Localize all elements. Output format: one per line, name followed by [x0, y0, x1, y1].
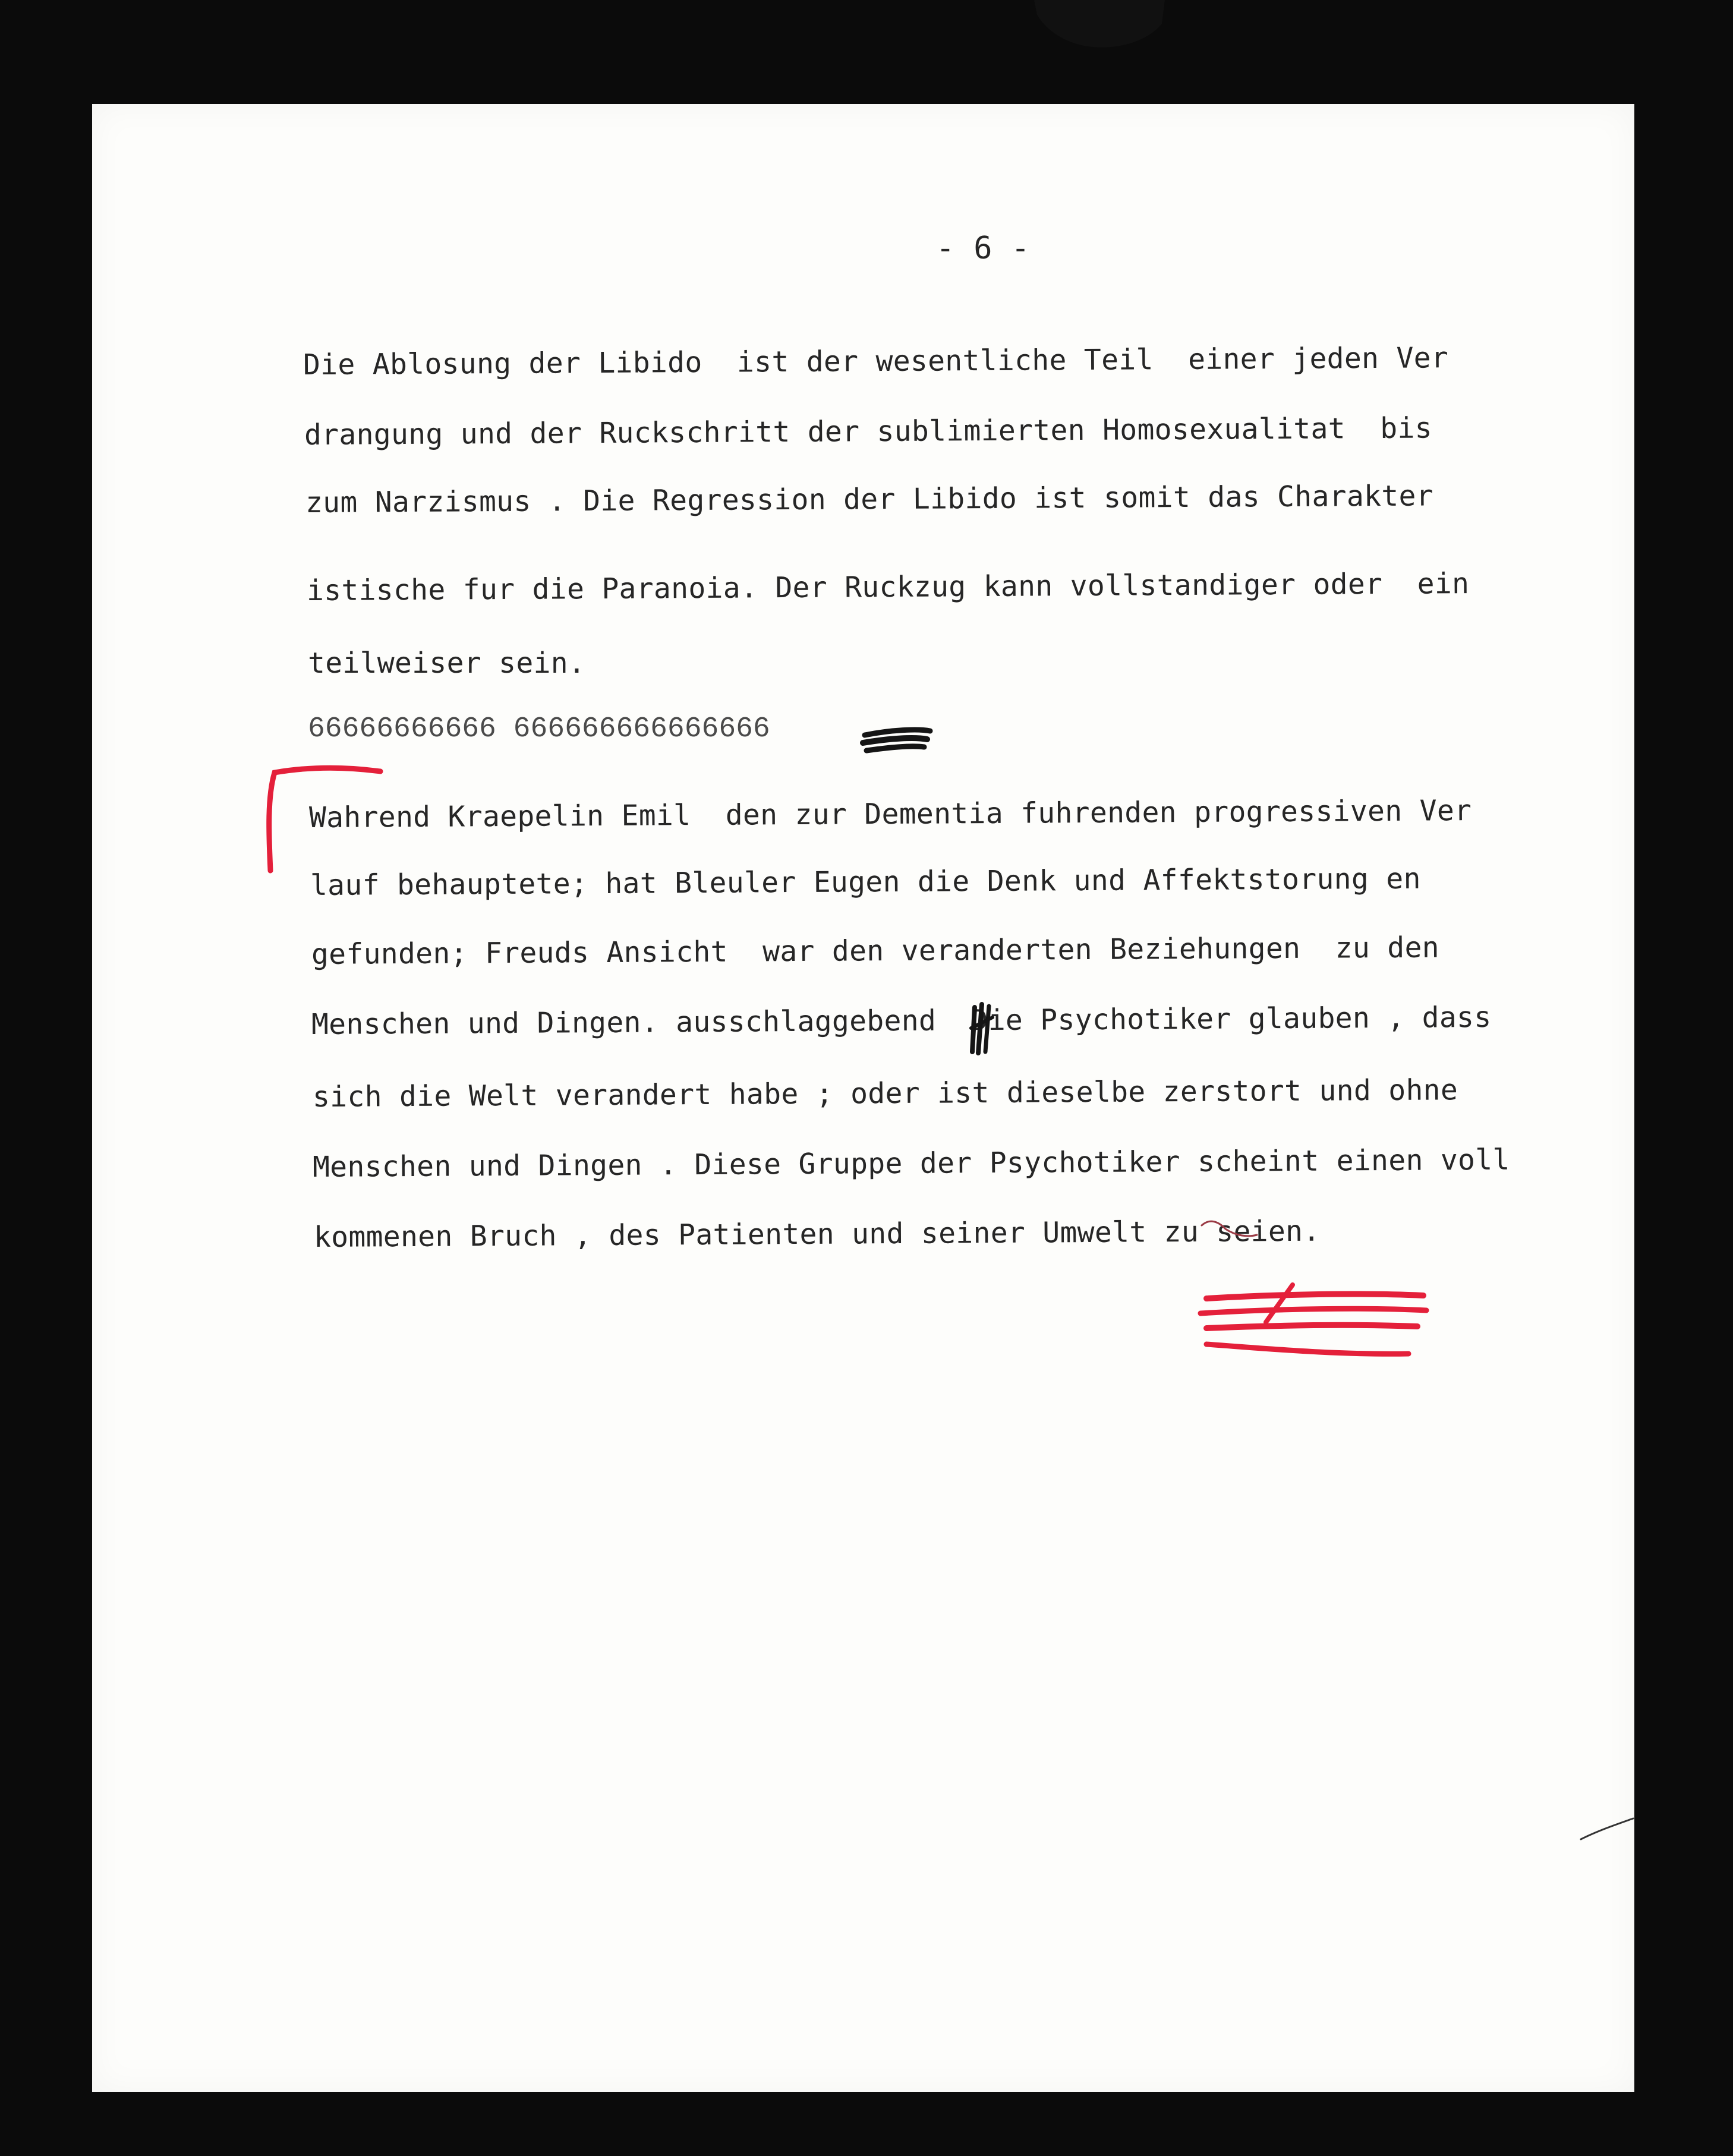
text-line: sich die Welt verandert habe ; oder ist dieselbe zerstort und ohne — [312, 1073, 1458, 1114]
text-line: Menschen und Dingen . Diese Gruppe der Psychotiker scheint einen voll — [312, 1143, 1510, 1184]
text-line: Wahrend Kraepelin Emil den zur Dementia fuhrenden progressiven Ver — [308, 794, 1472, 834]
text-line: istische fur die Paranoia. Der Ruckzug kann vollstandiger oder ein — [306, 567, 1470, 607]
text-line: gefunden; Freuds Ansicht war den veranderten Beziehungen zu den — [311, 931, 1440, 971]
text-line: lauf behauptete; hat Bleuler Eugen die Denk und Affektstorung en — [310, 862, 1421, 902]
text-line: zum Narzismus . Die Regression der Libido ist somit das Charakter — [305, 479, 1434, 519]
text-line: kommenen Bruch , des Patienten und seiner Umwelt zu seien. — [313, 1214, 1321, 1254]
text-line: Die Ablosung der Libido ist der wesentliche Teil einer jeden Ver — [303, 341, 1449, 382]
text-line: Menschen und Dingen. ausschlaggebend Die Psychotiker glauben , dass — [311, 1000, 1492, 1041]
filler-line: 66666666666 666666666666666 — [308, 713, 770, 745]
text-line: teilweiser sein. — [308, 647, 586, 680]
page-number: - 6 - — [936, 231, 1031, 266]
text-line: drangung und der Ruckschritt der sublimierten Homosexualitat bis — [304, 411, 1433, 452]
